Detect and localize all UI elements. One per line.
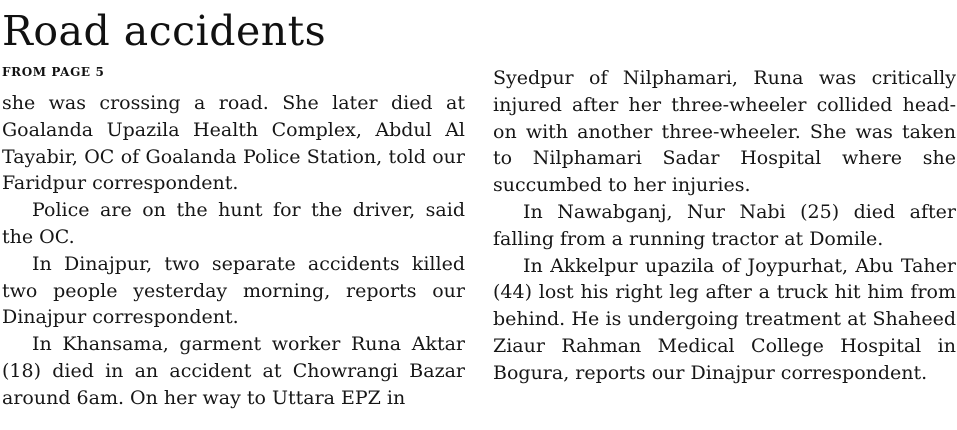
paragraph: In Dinajpur, two separate accidents killed two people yesterday morning, reports our Dinajpur correspondent. — [2, 252, 465, 329]
paragraph: In Khansama, garment worker Runa Aktar (18) died in an accident at Chowrangi Bazar around 6am. On her way to Uttara EPZ in — [2, 333, 465, 409]
paragraph: In Akkelpur upazila of Joypurhat, Abu Taher (44) lost his right leg after a truck hit him from behind. He is undergoing treatment at Shaheed Ziaur Rahman Medical College Hospital in Bogura, reports our Dinajpur correspondent. — [493, 254, 956, 384]
headline: Road accidents — [2, 7, 327, 55]
jump-line: FROM PAGE 5 — [2, 65, 105, 79]
right-column — [493, 65, 956, 387]
paragraph: Syedpur of Nilphamari, Runa was critically injured after her three-wheeler collided head-on with another three-wheeler. She was taken to Nilphamari Sadar Hospital where she succumbed to her injuries. — [493, 67, 956, 197]
paragraph: Police are on the hunt for the driver, said the OC. — [2, 199, 465, 248]
paragraph: In Nawabganj, Nur Nabi (25) died after falling from a running tractor at Domile. — [493, 200, 956, 250]
left-column — [2, 90, 465, 412]
paragraph: she was crossing a road. She later died at Goalanda Upazila Health Complex, Abdul Al Tayabir, OC of Goalanda Police Station, told our Faridpur correspondent. — [2, 92, 465, 195]
